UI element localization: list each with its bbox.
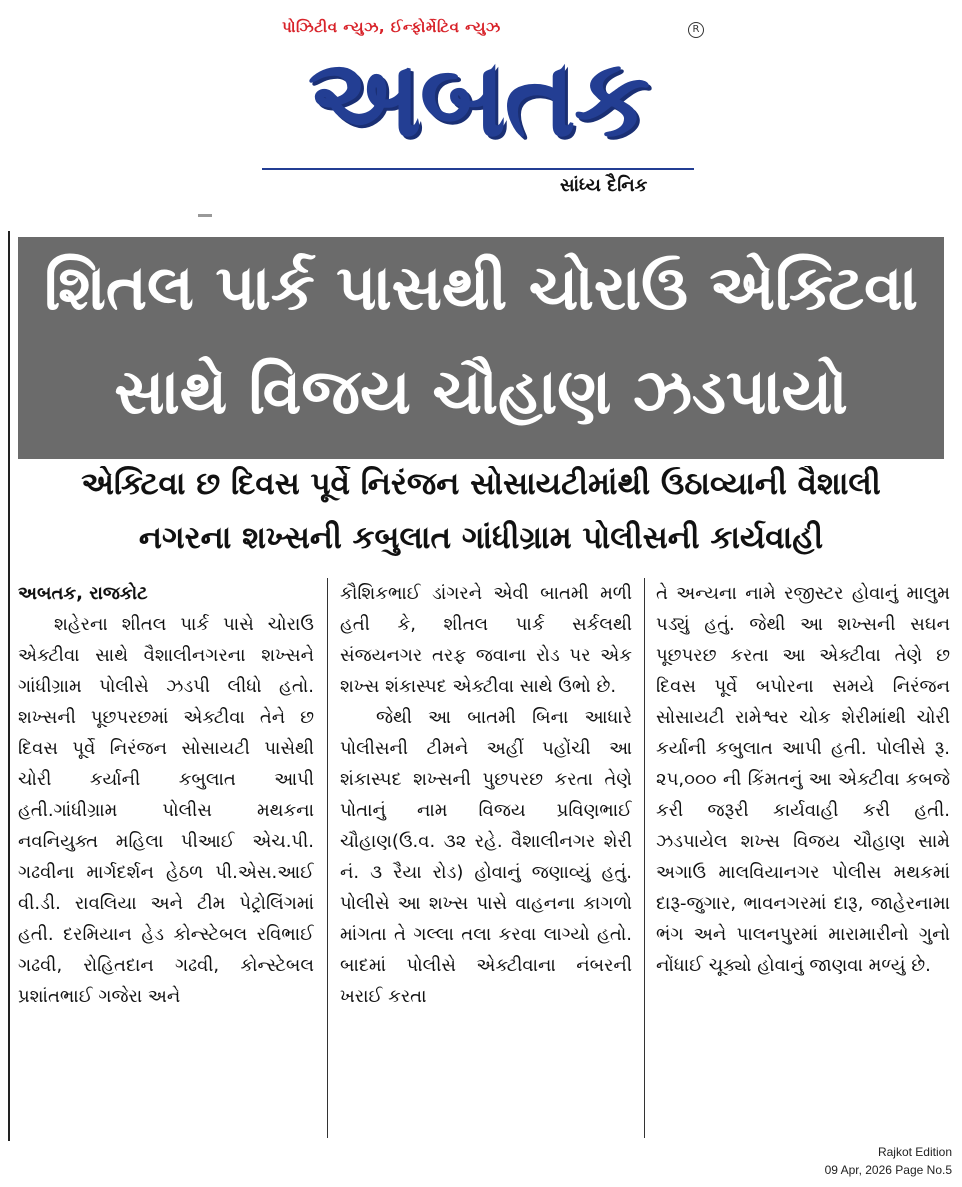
masthead-divider-mark — [198, 214, 212, 217]
dateline-text: અબતક, રાજકોટ — [18, 583, 148, 604]
article-paragraph: જેથી આ બાતમી બિના આધારે પોલીસની ટીમને અહીં પહોંચી આ શંકાસ્પદ શખ્સની પુછપરછ કરતા તેણે પોતાનું નામ વિજય પ્રવિણભાઈ ચૌહાણ(ઉ.વ. ૩૨ રહે. વૈશાલીનગર શેરી નં. ૩ રૈયા રોડ) હોવાનું જણાવ્યું હતું. પોલીસે આ શખ્સ પાસે વાહનના કાગળો માંગતા તે ગલ્લા તલા કરવા લાગ્યો હતો. બાદમાં પોલીસે એક્ટીવાના નંબરની ખરાઈ કરતા — [340, 707, 632, 1007]
subheadline-line-2: નગરના શખ્સની કબુલાત ગાંધીગ્રામ પોલીસની કાર્યવાહી — [138, 520, 824, 556]
edition-date-page: 09 Apr, 2026 Page No.5 — [824, 1163, 952, 1177]
newspaper-logo: અબતક — [307, 36, 649, 161]
column-divider — [327, 578, 328, 1138]
column-divider — [644, 578, 645, 1138]
subheadline-line-1: એક્ટિવા છ દિવસ પૂર્વે નિરંજન સોસાયટીમાંથી ઉઠાવ્યાની વૈશાલી — [81, 466, 881, 502]
edition-footer — [752, 1143, 952, 1179]
article-paragraph: કૌશિકભાઈ ડાંગરને એવી બાતમી મળી હતી કે, શીતલ પાર્ક સર્કલથી સંજયનગર તરફ જવાના રોડ પર એક શખ્સ શંકાસ્પદ એક્ટીવા સાથે ઉભો છે. — [340, 583, 632, 697]
article-column-1 — [18, 578, 314, 1138]
headline-line-2: સાથે વિજય ચૌહાણ ઝડપાયો — [114, 355, 848, 428]
edition-name: Rajkot Edition — [877, 1145, 952, 1159]
registered-trademark-icon: R — [688, 22, 704, 38]
headline-line-1: શિતલ પાર્ક પાસથી ચોરાઉ એક્ટિવા — [44, 251, 918, 324]
headline-banner — [18, 237, 944, 459]
article-dateline — [18, 578, 314, 609]
article-column-2 — [340, 578, 632, 1138]
article-paragraph: તે અન્યના નામે રજીસ્ટર હોવાનું માલુમ પડ્યું હતું. જેથી આ શખ્સની સઘન પૂછપરછ કરતા આ એક્ટીવા તેણે છ દિવસ પૂર્વે બપોરના સમયે નિરંજન સોસાયટી રામેશ્વર ચોક શેરીમાંથી ચોરી કર્યાની કબુલાત આપી હતી. પોલીસે રૂ. ૨૫,૦૦૦ ની કિંમતનું આ એક્ટીવા કબજે કરી જરૂરી કાર્યવાહી કરી હતી. ઝડપાયેલ શખ્સ વિજય ચૌહાણ સામે અગાઉ માલવિયાનગર પોલીસ મથકમાં દારૂ-જુગાર, ભાવનગરમાં દારૂ, જાહેરનામા ભંગ અને પાલનપુરમાં મારામારીનો ગુનો નોંધાઈ ચૂક્યો હોવાનું જાણવા મળ્યું છે. — [656, 583, 950, 976]
page-frame-line — [8, 231, 10, 1141]
logo-underline — [262, 168, 694, 170]
masthead — [0, 0, 962, 230]
article-paragraph: શહેરના શીતલ પાર્ક પાસે ચોરાઉ એક્ટીવા સાથે વૈશાલીનગરના શખ્સને ગાંધીગ્રામ પોલીસે ઝડપી લીધો હતો. શખ્સની પૂછપરછમાં એક્ટીવા તેને છ દિવસ પૂર્વે નિરંજન સોસાયટી પાસેથી ચોરી કર્યાની કબુલાત આપી હતી.ગાંધીગ્રામ પોલીસ મથકના નવનિયુક્ત મહિલા પીઆઈ એચ.પી. ગઢવીના માર્ગદર્શન હેઠળ પી.એસ.આઈ વી.ડી. રાવલિયા અને ટીમ પેટ્રોલિંગમાં હતી. દરમિયાન હેડ કોન્સ્ટેબલ રવિભાઈ ગઢવી, રોહિતદાન ગઢવી, કોન્સ્ટેબલ પ્રશાંતભાઈ ગજેરા અને — [18, 614, 314, 1007]
masthead-subtitle: સાંધ્ય દૈનિક — [560, 175, 648, 196]
masthead-tagline: પોઝિટીવ ન્યુઝ, ઈન્ફોર્મેટિવ ન્યુઝ — [282, 18, 501, 36]
article-column-3 — [656, 578, 950, 1138]
